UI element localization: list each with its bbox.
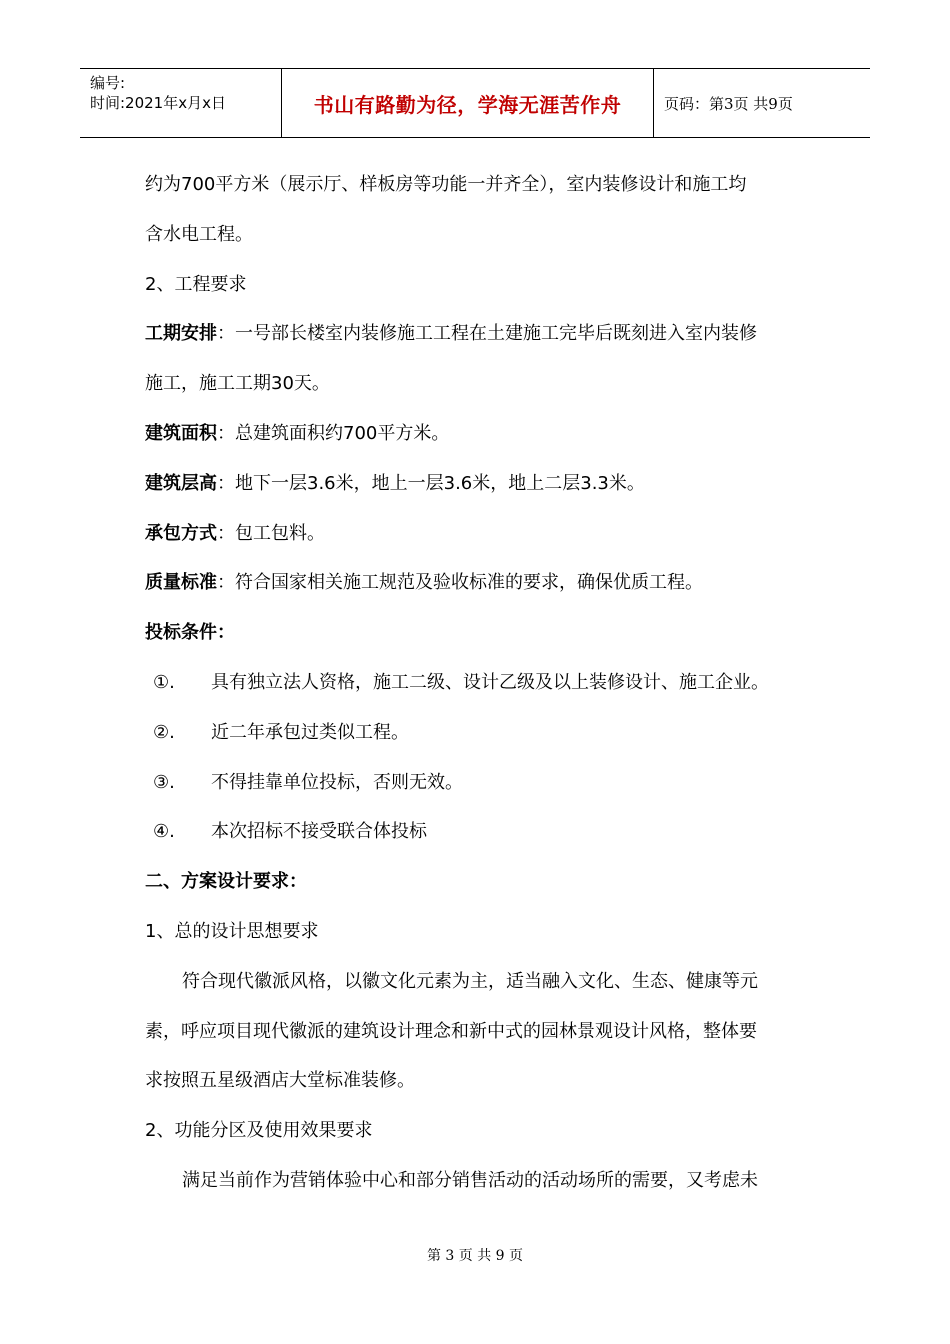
list-number: ①. [153, 671, 175, 693]
field-label: 建筑面积 [145, 422, 217, 444]
field-text: ：符合国家相关施工规范及验收标准的要求，确保优质工程。 [217, 572, 703, 594]
paragraph-line: 约为700平方米（展示厅、样板房等功能一并齐全），室内装修设计和施工均 [145, 174, 747, 195]
field-text: ：包工包料。 [217, 522, 325, 544]
field-bid-conditions [145, 608, 825, 658]
field-quality [145, 558, 825, 608]
field-schedule [145, 309, 825, 359]
number-label: 编号: [90, 74, 126, 92]
paragraph-line: 素，呼应项目现代徽派的建筑设计理念和新中式的园林景观设计风格，整体要 [145, 1020, 757, 1042]
field-label: 投标条件 [145, 622, 217, 644]
page-footer: 第 3 页 共 9 页 [426, 1248, 524, 1264]
paragraph-line: 满足当前作为营销体验中心和部分销售活动的活动场所的需要，又考虑未 [182, 1169, 758, 1191]
paragraph-line: 含水电工程。 [145, 223, 253, 245]
field-area [145, 409, 825, 459]
header-page-info: 页码：第3页 共9页 [664, 94, 793, 113]
paragraph-line: 求按照五星级酒店大堂标准装修。 [145, 1070, 415, 1092]
subsection-heading: 2、功能分区及使用效果要求 [145, 1120, 373, 1142]
document-body [145, 160, 825, 1206]
list-item [145, 708, 825, 758]
field-height [145, 459, 825, 509]
field-label: 工期安排 [145, 323, 217, 345]
header-meta [80, 69, 282, 137]
field-text: ： [217, 622, 235, 644]
list-item [145, 658, 825, 708]
list-text: 近二年承包过类似工程。 [211, 721, 409, 743]
field-text: ：总建筑面积约700平方米。 [217, 422, 450, 444]
list-text: 本次招标不接受联合体投标 [211, 821, 427, 843]
field-label: 建筑层高 [145, 472, 217, 494]
list-number: ④. [153, 821, 175, 843]
time-label: 时间:2021年x月x日 [90, 94, 226, 112]
field-contract [145, 509, 825, 559]
subsection-heading: 1、总的设计思想要求 [145, 920, 319, 942]
list-text: 不得挂靠单位投标，否则无效。 [211, 771, 463, 793]
paragraph-line: 施工，施工工期30天。 [145, 373, 330, 395]
header-motto: 书山有路勤为径，学海无涯苦作舟 [282, 69, 654, 137]
list-item [145, 758, 825, 808]
paragraph-line: 符合现代徽派风格，以徽文化元素为主，适当融入文化、生态、健康等元 [182, 970, 758, 992]
section-heading: 2、工程要求 [145, 273, 247, 295]
page-header [80, 68, 870, 138]
field-label: 承包方式 [145, 522, 217, 544]
field-label: 质量标准 [145, 572, 217, 594]
list-number: ②. [153, 721, 175, 743]
section-heading: 二、方案设计要求： [145, 871, 307, 893]
list-item [145, 807, 825, 857]
list-number: ③. [153, 771, 175, 793]
list-text: 具有独立法人资格，施工二级、设计乙级及以上装修设计、施工企业。 [211, 671, 769, 693]
field-text: ：一号部长楼室内装修施工工程在土建施工完毕后既刻进入室内装修 [217, 323, 757, 345]
field-text: ：地下一层3.6米，地上一层3.6米，地上二层3.3米。 [217, 472, 645, 494]
